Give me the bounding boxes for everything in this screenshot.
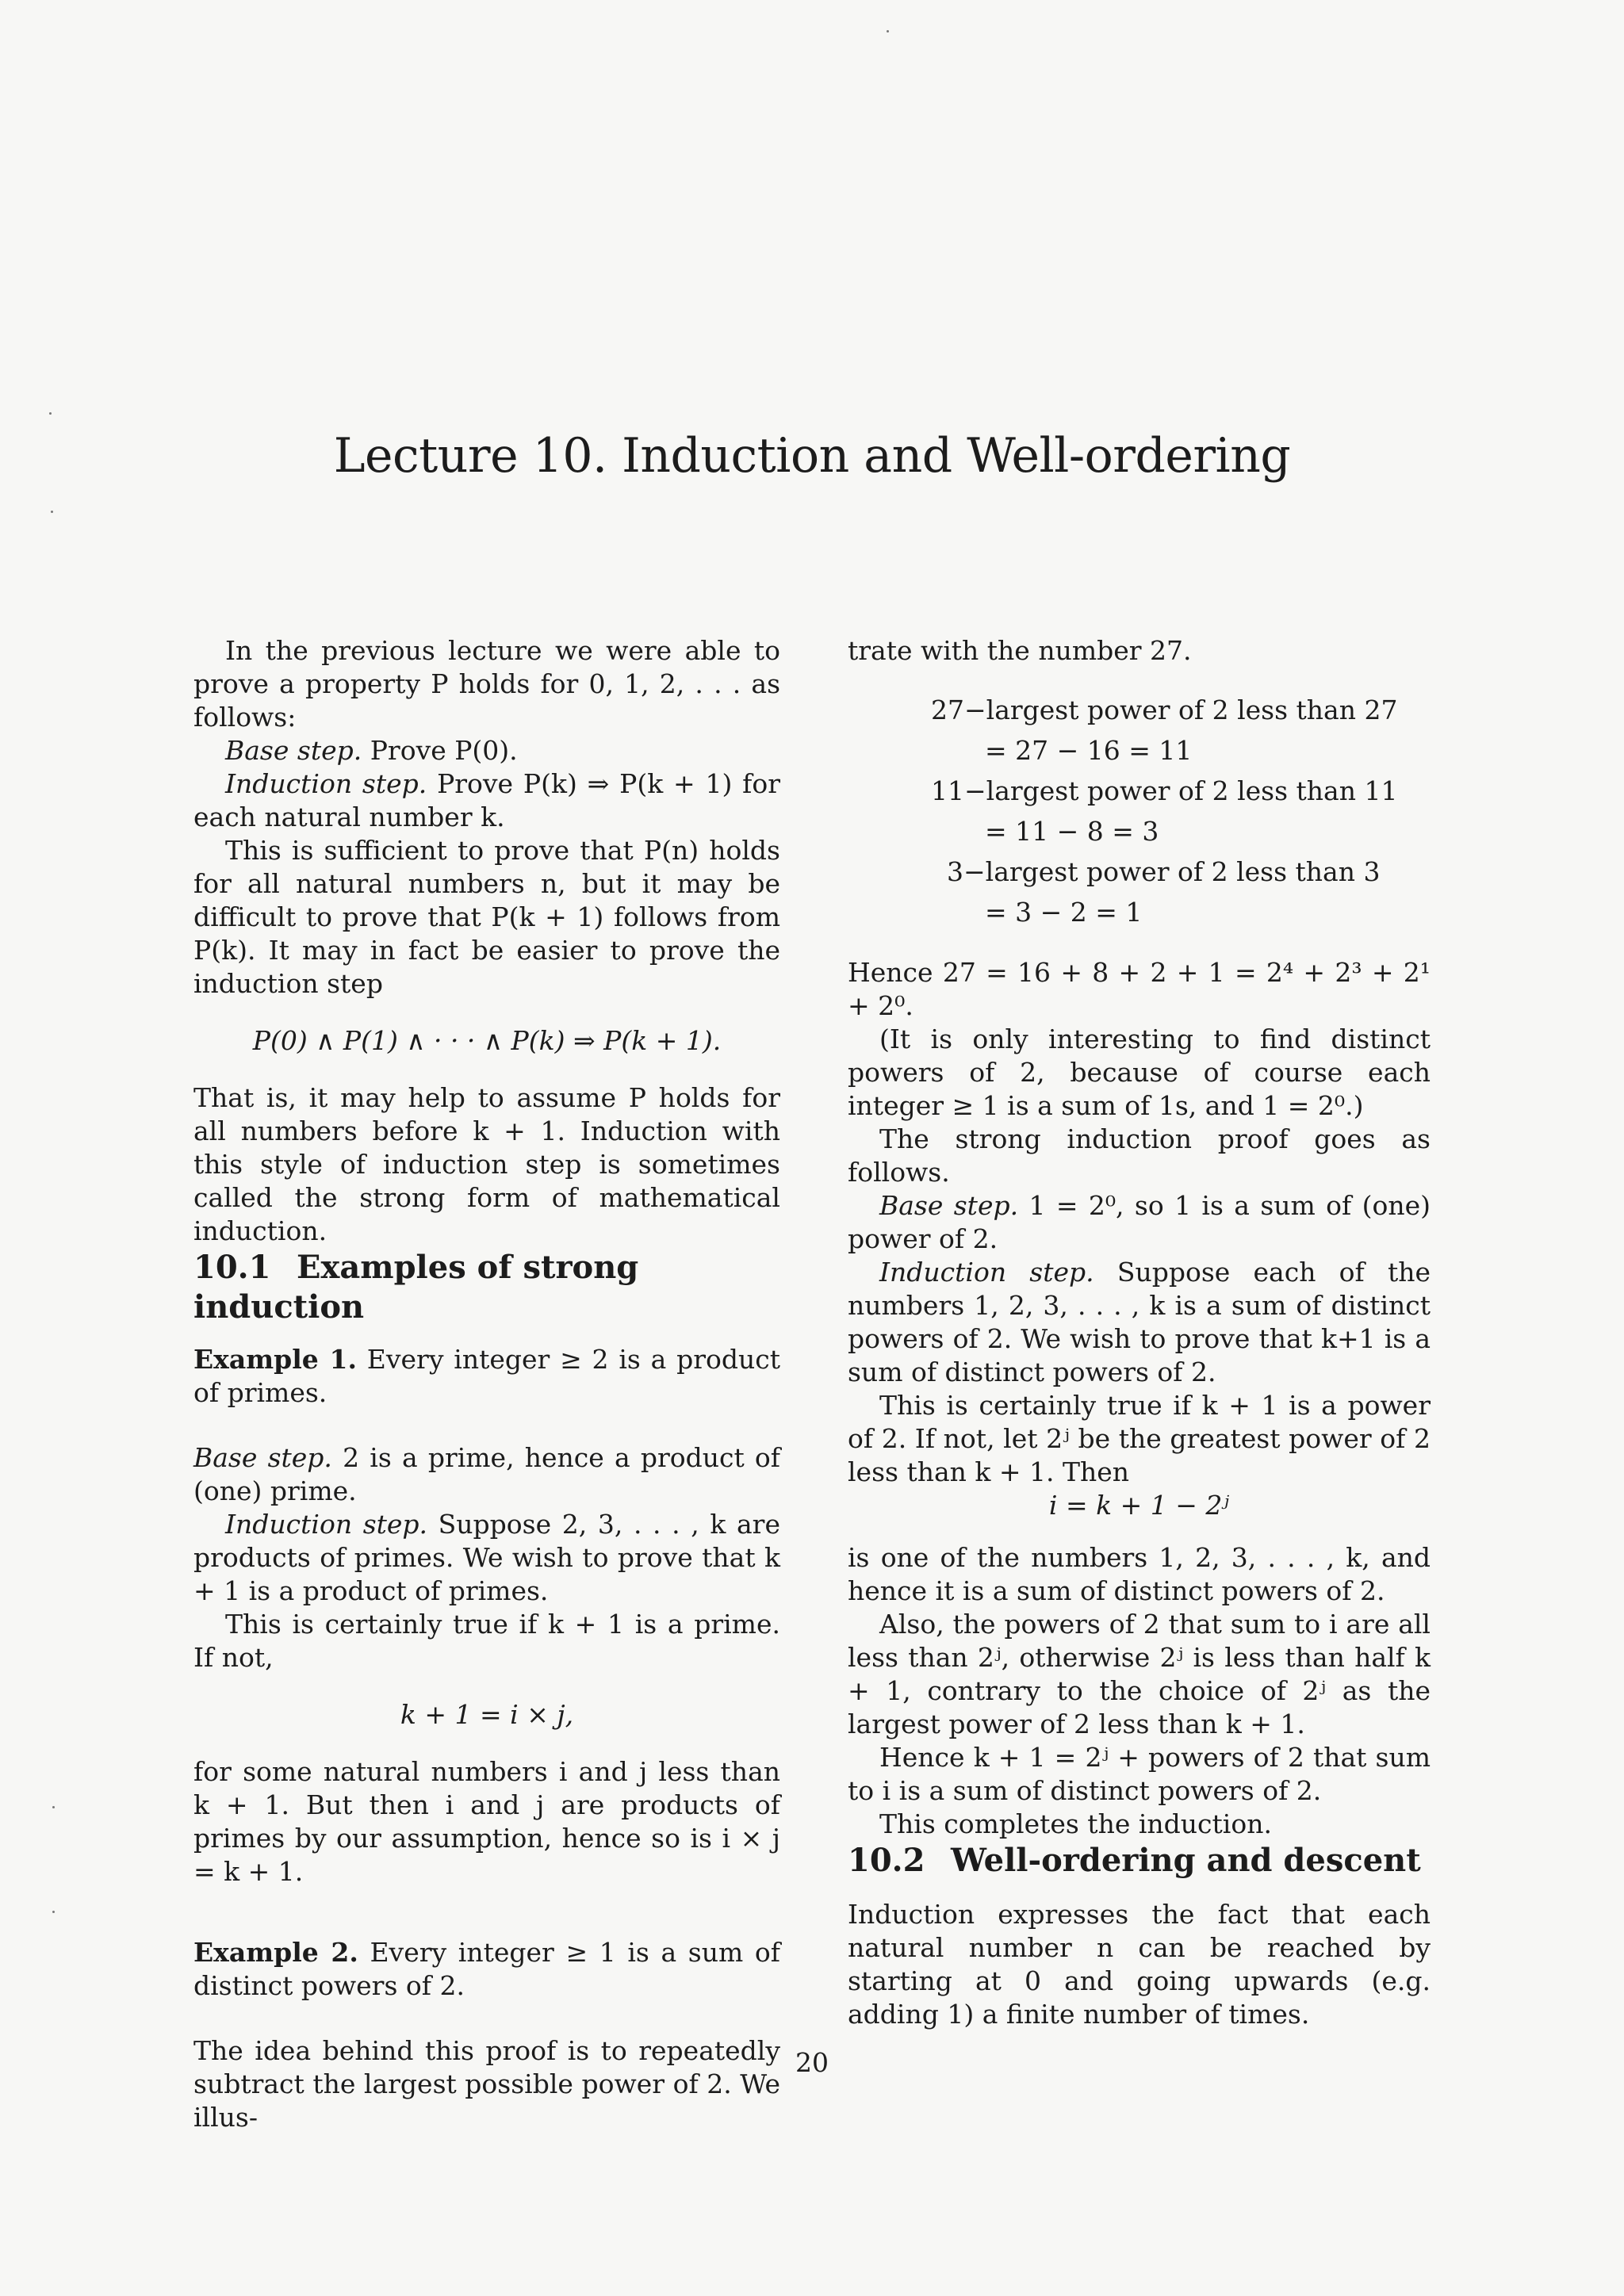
calc-line: 11−largest power of 2 less than 11 [931, 775, 1398, 806]
calc-line: = 11 − 8 = 3 [985, 816, 1159, 847]
example-1-induction-label: Induction step. [225, 1509, 428, 1540]
base-step-label: Base step. [225, 735, 362, 766]
right-column [848, 634, 1431, 2031]
calc-line: = 27 − 16 = 11 [985, 735, 1193, 766]
example-1-label: Example 1. [193, 1344, 357, 1375]
page-number: 20 [795, 2047, 829, 2078]
product-formula: k + 1 = i × j, [400, 1699, 574, 1730]
page-title: Lecture 10. Induction and Well-ordering [333, 428, 1291, 484]
scan-speck [49, 412, 52, 415]
example-1-base-label: Base step. [193, 1442, 332, 1473]
example-1-induction-step [193, 1508, 780, 1608]
example-1-base-step [193, 1441, 780, 1508]
scan-speck [52, 1911, 55, 1913]
base-step-line [193, 734, 780, 767]
example-1-base-text: 2 is a prime, hence a product of (one) prime. [193, 1442, 781, 1506]
scan-speck [887, 30, 889, 33]
scan-speck [52, 1806, 55, 1808]
example-1-prime-case: This is certainly true if k + 1 is a prime. If not, [193, 1609, 780, 1673]
example-2-statement [193, 1936, 780, 2003]
strong-induction-formula: P(0) ∧ P(1) ∧ · · · ∧ P(k) ⇒ P(k + 1). [252, 1025, 722, 1056]
example-2-base-label: Base step. [879, 1190, 1019, 1221]
sufficiency-paragraph: This is sufficient to prove that P(n) holds for all natural numbers n, but it may be difficult to prove that P(k + 1) follows from P(k). It may in fact be easier to prove the induction step [193, 835, 780, 999]
calc-line: 3−largest power of 2 less than 3 [947, 856, 1381, 887]
induction-step-line [193, 767, 780, 834]
remainder-formula: i = k + 1 − 2ʲ [1048, 1490, 1230, 1521]
example-2-base-step [848, 1189, 1431, 1256]
section-10-2-heading [848, 1841, 1431, 1881]
section-10-1-heading [193, 1248, 780, 1327]
example-2-idea: The idea behind this proof is to repeatedly subtract the largest possible power of 2. We illus- [193, 2035, 780, 2133]
induction-complete: This completes the induction. [879, 1808, 1272, 1839]
scan-speck [51, 511, 53, 513]
induction-step-label: Induction step. [225, 768, 427, 799]
intro-paragraph: In the previous lecture we were able to prove a property P holds for 0, 1, 2, . . . as follows: [193, 635, 780, 733]
well-ordering-paragraph: Induction expresses the fact that each natural number n can be reached by starting at 0 and going upwards (e.g. adding 1) a finite number of times. [848, 1899, 1431, 2030]
proof-intro: The strong induction proof goes as follows. [848, 1123, 1431, 1188]
powers-sum-line: Hence 27 = 16 + 8 + 2 + 1 = 2⁴ + 2³ + 2¹ + 2⁰. [848, 957, 1431, 1021]
section-title: Examples of strong induction [193, 1249, 639, 1326]
illustration-continuation: trate with the number 27. [848, 635, 1192, 666]
example-1-conclusion: for some natural numbers i and j less than k + 1. But then i and j are products of primes by our assumption, hence so is i × j = k + 1. [193, 1756, 780, 1887]
powers-less-paragraph: Also, the powers of 2 that sum to i are all less than 2ʲ, otherwise 2ʲ is less than half k + 1, contrary to the choice of 2ʲ as the largest power of 2 less than k + 1. [848, 1609, 1431, 1739]
section-title: Well-ordering and descent [951, 1842, 1421, 1879]
example-1-statement [193, 1343, 780, 1410]
section-number: 10.2 [848, 1842, 925, 1879]
example-2-base-text: 1 = 2⁰, so 1 is a sum of (one) power of 2. [848, 1190, 1431, 1254]
strong-form-paragraph: That is, it may help to assume P holds for all numbers before k + 1. Induction with this style of induction step is sometimes called the strong form of mathematical induction. [193, 1082, 780, 1246]
example-2-induction-text: Suppose each of the numbers 1, 2, 3, . . . , k is a sum of distinct powers of 2. We wish to prove that k+1 is a sum of distinct powers of 2. [848, 1257, 1431, 1387]
base-step-text: Prove P(0). [370, 735, 518, 766]
example-1-text: Every integer ≥ 2 is a product of primes. [193, 1344, 781, 1408]
calc-line: = 3 − 2 = 1 [985, 897, 1143, 928]
example-2-induction-step [848, 1256, 1431, 1389]
remainder-explanation: is one of the numbers 1, 2, 3, . . . , k, and hence it is a sum of distinct powers of 2. [848, 1542, 1431, 1606]
example-2-label: Example 2. [193, 1937, 358, 1968]
example-2-induction-label: Induction step. [879, 1257, 1094, 1288]
example-2-text: Every integer ≥ 1 is a sum of distinct powers of 2. [193, 1937, 780, 2001]
distinct-powers-remark: (It is only interesting to find distinct powers of 2, because of course each integer ≥ 1 is a sum of 1s, and 1 = 2⁰.) [848, 1024, 1431, 1121]
power-of-two-case: This is certainly true if k + 1 is a power of 2. If not, let 2ʲ be the greatest power of 2 less than k + 1. Then [848, 1390, 1431, 1487]
subtraction-calculation [848, 690, 1431, 932]
induction-step-text: Prove P(k) ⇒ P(k + 1) for each natural number k. [193, 768, 780, 832]
left-column [193, 634, 780, 2134]
sum-conclusion: Hence k + 1 = 2ʲ + powers of 2 that sum to i is a sum of distinct powers of 2. [848, 1742, 1431, 1806]
example-1-induction-text: Suppose 2, 3, . . . , k are products of primes. We wish to prove that k + 1 is a product of primes. [193, 1509, 780, 1606]
section-number: 10.1 [193, 1249, 271, 1286]
calc-line: 27−largest power of 2 less than 27 [931, 695, 1398, 725]
